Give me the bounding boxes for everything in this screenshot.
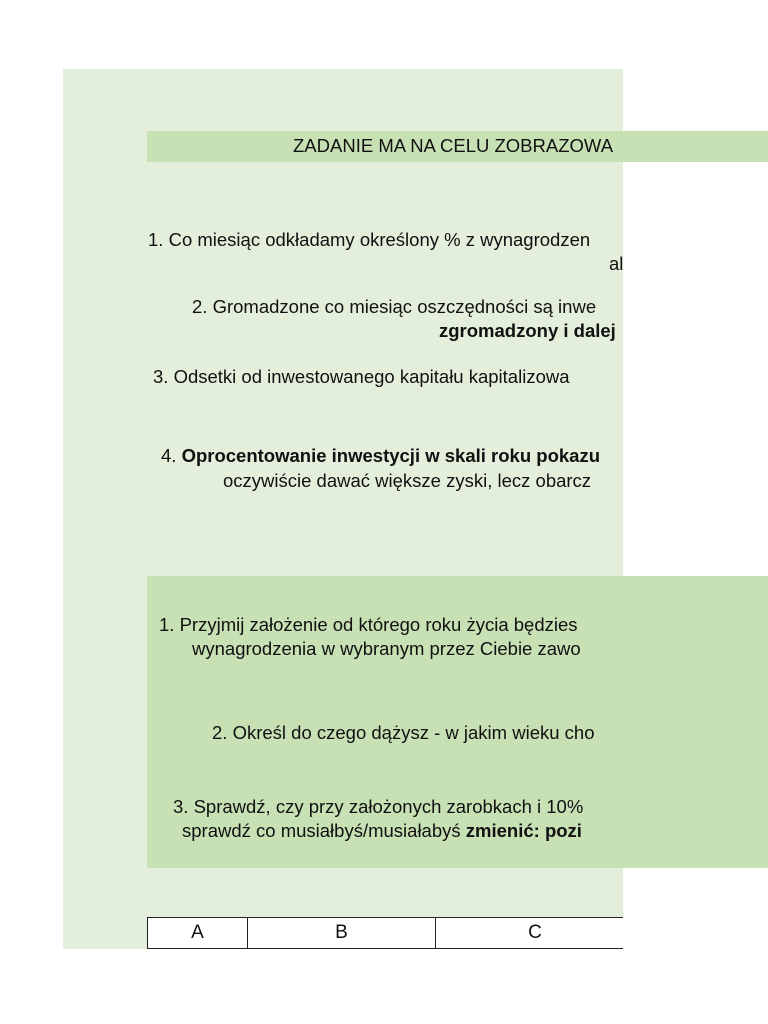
intro-item-1: 1. Co miesiąc odkładamy określony % z wynagrodzen	[148, 229, 591, 250]
task-item-3: 3. Sprawdź, czy przy założonych zarobkach i 10%	[173, 796, 584, 817]
task-item-1-cont: wynagrodzenia w wybranym przez Ciebie zawo	[192, 638, 581, 659]
intro-item-1-cont: al	[609, 253, 623, 274]
intro-item-4: 4. Oprocentowanie inwestycji w skali roku pokazu	[161, 445, 600, 466]
intro-item-2-cont: zgromadzony i dalej	[439, 320, 616, 341]
task-item-2: 2. Określ do czego dążysz - w jakim wieku cho	[212, 722, 595, 743]
column-header-b[interactable]: B	[247, 917, 435, 949]
table-header-row	[147, 917, 623, 949]
intro-item-2: 2. Gromadzone co miesiąc oszczędności są inwe	[192, 296, 597, 317]
intro-item-4-cont: oczywiście dawać większe zyski, lecz obarcz	[223, 470, 592, 491]
column-header-a[interactable]: A	[147, 917, 247, 949]
column-header-c[interactable]: C	[435, 917, 623, 949]
task-item-1: 1. Przyjmij założenie od którego roku życia będzies	[159, 614, 578, 635]
task-item-3-cont: sprawdź co musiałbyś/musiałabyś zmienić: pozi	[182, 820, 582, 841]
intro-item-3: 3. Odsetki od inwestowanego kapitału kapitalizowa	[153, 366, 570, 387]
page-title: ZADANIE MA NA CELU ZOBRAZOWA	[293, 135, 614, 156]
